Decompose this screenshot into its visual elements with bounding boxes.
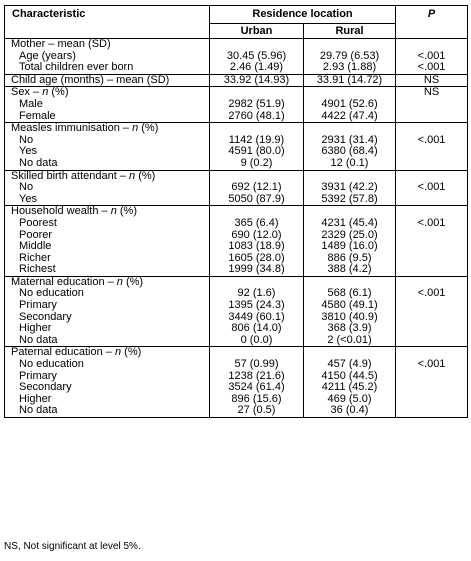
urban-value: 2.46 (1.49) [229,61,284,74]
row-label: No data [19,404,58,417]
rural-value: 2931 (31.4) [321,133,378,146]
section-title-text: Maternal education – [11,275,117,288]
rural-cell [304,87,396,123]
row-label: No education [19,287,84,300]
rural-value: 3931 (42.2) [321,181,378,194]
rural-cell [304,276,396,347]
rural-value: 4422 (47.4) [321,109,378,122]
p-value: <.001 [417,49,446,62]
rural-spacer [304,123,395,135]
urban-value: 30.45 (5.96) [226,49,287,62]
table-section [5,39,468,75]
urban-cell [210,123,304,170]
urban-value: 2760 (48.1) [228,109,285,122]
row-label: Higher [19,322,52,335]
urban-value: 33.92 (14.93) [223,73,290,86]
section-title [5,171,209,183]
table-body [5,39,468,418]
header-row [5,6,468,24]
rural-value: 457 (4.9) [327,358,372,371]
row-label: Poorer [19,228,53,241]
characteristic-cell [5,276,210,347]
urban-value: 2982 (51.9) [228,97,285,110]
urban-cell [210,276,304,347]
p-value: <.001 [417,133,446,146]
p-cell [396,206,468,277]
row-label: Total children ever born [19,61,134,74]
urban-cell [210,74,304,87]
section-title-text: Skilled birth attendant – [11,169,130,182]
row-label: Secondary [19,381,72,394]
rural-value: 29.79 (6.53) [319,49,380,62]
p-value: <.001 [417,61,446,74]
section-title-n: n [42,86,49,99]
characteristic-cell [5,206,210,277]
urban-cell [210,87,304,123]
header-p: P [396,6,468,39]
row-label: Male [19,97,43,110]
p-value: <.001 [417,358,446,371]
table-section [5,170,468,206]
rural-value: 5392 (57.8) [321,192,378,205]
rural-value: 2 (<0.01) [327,333,372,346]
urban-value: 1395 (24.3) [228,299,285,312]
row-label: No [19,181,34,194]
section-title-unit: (%) [48,86,69,99]
section-title-unit: (%) [122,275,144,288]
rural-spacer [304,39,395,51]
rural-value: 4211 (45.2) [321,381,378,394]
rural-value: 4580 (49.1) [321,299,378,312]
row-label: Age (years) [19,49,76,62]
rural-value: 1489 (16.0) [321,240,378,253]
section-title-unit: (%) [135,169,156,182]
urban-value: 57 (0.99) [234,358,279,371]
p-cell [396,87,468,123]
table-section [5,347,468,418]
characteristic-cell [5,39,210,75]
section-title-text: Paternal education – [11,346,115,359]
urban-spacer [210,123,303,135]
urban-value: 1142 (19.9) [228,133,285,146]
rural-value: 886 (9.5) [327,251,372,264]
row-label: No [19,133,34,146]
characteristic-cell [5,347,210,418]
urban-value: 806 (14.0) [231,322,282,335]
section-title-n: n [132,122,139,135]
section-title [5,75,209,87]
section-title-n: n [129,169,136,182]
characteristic-cell [5,170,210,206]
section-title-text: Child age (months) – mean (SD) [11,73,170,86]
row-label: Poorest [19,216,57,229]
table-section [5,206,468,277]
row-label: Richer [19,251,51,264]
urban-value: 1999 (34.8) [228,263,285,276]
rural-cell [304,347,396,418]
section-title-unit: (%) [116,205,137,218]
section-title-n: n [110,205,117,218]
characteristic-cell [5,74,210,87]
p-spacer [396,123,467,135]
urban-value: 692 (12.1) [231,181,282,194]
p-value: <.001 [417,287,446,300]
header-residence-location: Residence location [210,6,396,24]
section-title-text: Sex – [11,86,43,99]
rural-cell [304,123,396,170]
rural-value: 33.91 (14.72) [316,73,383,86]
section-title-text: Measles immunisation – [11,122,133,135]
urban-value: 365 (6.4) [234,216,279,229]
row-label: Higher [19,392,52,405]
header-urban: Urban [210,24,304,39]
rural-value: 6380 (68.4) [321,145,378,158]
urban-value: 27 (0.5) [237,404,276,417]
characteristic-cell [5,87,210,123]
p-value: NS [423,86,440,99]
row-label: Primary [19,299,57,312]
rural-value: 4150 (44.5) [321,369,378,382]
p-cell [396,170,468,206]
row-label: Richest [19,263,56,276]
p-cell [396,276,468,347]
urban-value: 5050 (87.9) [228,192,285,205]
urban-cell [210,206,304,277]
row-label: Yes [19,145,37,158]
urban-value: 4591 (80.0) [228,145,285,158]
rural-value: 3810 (40.9) [321,310,378,323]
p-spacer [396,39,467,51]
section-title-text: Household wealth – [11,205,111,218]
urban-value: 3449 (60.1) [228,310,285,323]
row-label: Yes [19,192,37,205]
rural-cell [304,39,396,75]
rural-value: 469 (5.0) [327,392,372,405]
urban-value: 1605 (28.0) [228,251,285,264]
header-characteristic: Characteristic [5,6,210,39]
rural-cell [304,170,396,206]
row-label: Secondary [19,310,72,323]
urban-cell [210,170,304,206]
urban-spacer [210,39,303,51]
urban-cell [210,347,304,418]
urban-value: 896 (15.6) [231,392,282,405]
rural-cell [304,206,396,277]
table-section [5,74,468,87]
p-cell [396,123,468,170]
rural-value: 568 (6.1) [327,287,372,300]
rural-value: 4901 (52.6) [321,97,378,110]
rural-value: 2.93 (1.88) [322,61,377,74]
rural-value: 388 (4.2) [327,263,372,276]
section-title [5,123,209,135]
p-cell [396,347,468,418]
row-label: Middle [19,240,52,253]
p-cell [396,39,468,75]
row-label: Female [19,109,56,122]
rural-value: 12 (0.1) [330,156,369,169]
rural-cell [304,74,396,87]
urban-value: 1083 (18.9) [228,240,285,253]
urban-value: 0 (0.0) [240,333,273,346]
row-label: No education [19,358,84,371]
table-section [5,87,468,123]
p-value: NS [423,73,440,86]
row-label: No data [19,333,58,346]
row-label: No data [19,156,58,169]
row-label: Primary [19,369,57,382]
characteristic-cell [5,123,210,170]
rural-value: 4231 (45.4) [321,216,378,229]
urban-value: 690 (12.0) [231,228,282,241]
rural-value: 368 (3.9) [327,322,372,335]
table-section [5,276,468,347]
section-title-text: Mother – mean (SD) [11,38,111,50]
section-title-n: n [114,346,122,359]
section-title [5,39,209,51]
table-section [5,123,468,170]
rural-value: 2329 (25.0) [321,228,378,241]
rural-value: 36 (0.4) [330,404,369,417]
p-value: <.001 [417,216,446,229]
urban-value: 1238 (21.6) [228,369,285,382]
p-value: <.001 [417,181,446,194]
header-rural: Rural [304,24,396,39]
urban-value: 92 (1.6) [237,287,276,300]
footnote: NS, Not significant at level 5%. [4,541,141,552]
section-title-n: n [116,275,123,288]
section-title-unit: (%) [121,346,142,359]
urban-value: 9 (0.2) [240,156,273,169]
section-title-unit: (%) [138,122,159,135]
p-cell [396,74,468,87]
urban-cell [210,39,304,75]
urban-value: 3524 (61.4) [228,381,285,394]
characteristics-table [4,5,468,418]
